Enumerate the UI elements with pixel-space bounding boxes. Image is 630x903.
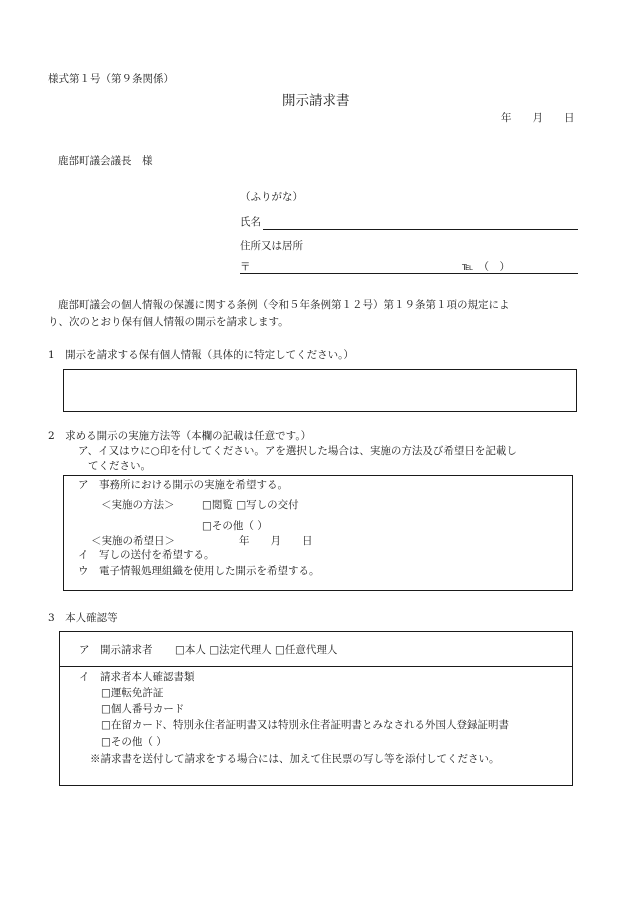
address-label: 住所又は居所 — [240, 240, 303, 252]
option-i[interactable]: イ 写しの送付を希望する。 — [78, 549, 215, 561]
tel-label: ℡ （ ） — [462, 261, 511, 273]
option-a[interactable]: ア 事務所における開示の実施を希望する。 — [78, 479, 288, 491]
address-field[interactable] — [240, 273, 578, 274]
row-divider — [59, 666, 573, 667]
form-number: 様式第１号（第９条関係） — [48, 73, 174, 85]
option-u[interactable]: ウ 電子情報処理組織を使用した開示を希望する。 — [78, 565, 320, 577]
section1-heading: 1 開示を請求する保有個人情報（具体的に特定してください。） — [48, 349, 354, 361]
intro-line-2: り、次のとおり保有個人情報の開示を請求します。 — [48, 316, 289, 328]
document-item[interactable]: □その他（ ） — [101, 736, 167, 748]
section3-heading: 3 本人確認等 — [48, 612, 118, 624]
document-item[interactable]: □運転免許証 — [101, 687, 164, 699]
name-field[interactable] — [263, 229, 578, 230]
footnote: ※請求書を送付して請求をする場合には、加えて住民票の写し等を添付してください。 — [90, 753, 500, 765]
furigana-label: （ふりがな） — [240, 191, 303, 203]
postal-mark: 〒 — [240, 261, 251, 273]
method-label: ＜実施の方法＞ — [101, 499, 175, 511]
row-a-label: ア 開示請求者 — [79, 644, 153, 656]
row-i-label: イ 請求者本人確認書類 — [79, 671, 195, 683]
document-item[interactable]: □在留カード、特別永住者証明書又は特別永住者証明書とみなされる外国人登録証明書 — [101, 719, 509, 731]
requested-info-box[interactable] — [63, 369, 577, 412]
date-line: 年 月 日 — [501, 112, 575, 124]
intro-line-1: 鹿部町議会の個人情報の保護に関する条例（令和５年条例第１２号）第１９条第１項の規定によ — [58, 299, 510, 311]
row-a-choices[interactable]: □本人 □法定代理人 □任意代理人 — [175, 644, 338, 656]
document-item[interactable]: □個人番号カード — [101, 703, 185, 715]
addressee: 鹿部町議会議長 様 — [58, 155, 153, 167]
page-title: 開示請求書 — [282, 93, 350, 109]
method-other[interactable]: □その他（ ） — [202, 520, 268, 532]
method-choices[interactable]: □閲覧 □写しの交付 — [202, 499, 299, 511]
section2-note-line-2: てください。 — [88, 460, 151, 472]
section2-heading: 2 求める開示の実施方法等（本欄の記載は任意です。） — [48, 430, 312, 442]
section2-note-line-1: ア、イ又はウに○印を付してください。アを選択した場合は、実施の方法及び希望日を記載し — [78, 445, 517, 457]
date-label: ＜実施の希望日＞ — [91, 535, 175, 547]
date-blanks[interactable]: 年 月 日 — [239, 535, 313, 547]
name-label: 氏名 — [240, 216, 261, 228]
